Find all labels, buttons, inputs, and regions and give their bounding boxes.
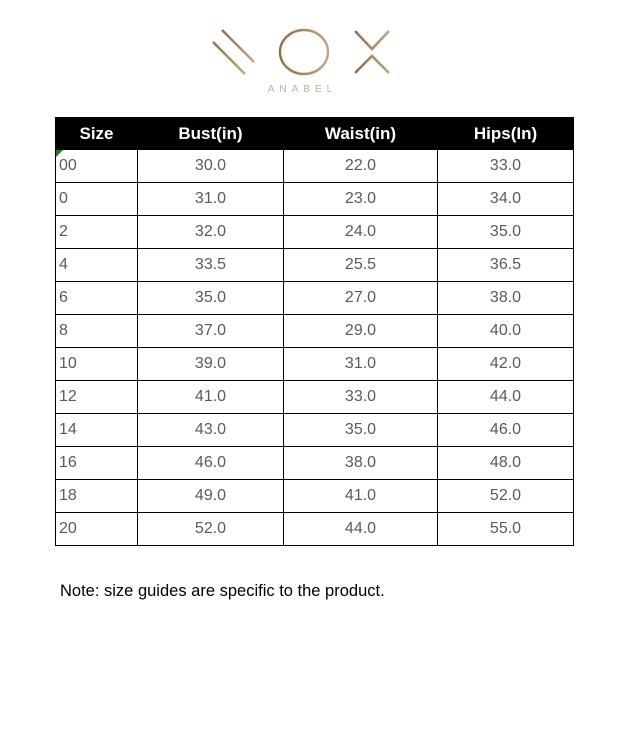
size-chart-table [55,117,574,546]
waist-cell: 24.0 [284,216,438,249]
size-cell: 2 [56,216,138,249]
column-header-waist: Waist(in) [284,118,438,150]
bust-cell: 32.0 [138,216,284,249]
size-cell: 10 [56,348,138,381]
waist-cell: 29.0 [284,315,438,348]
size-value: 00 [59,157,77,174]
table-row [56,315,574,348]
column-header-size: Size [56,118,138,150]
waist-cell: 31.0 [284,348,438,381]
table-row [56,414,574,447]
hips-cell: 44.0 [438,381,574,414]
hips-cell: 40.0 [438,315,574,348]
logo-letter-n-icon [213,30,254,74]
waist-cell: 44.0 [284,513,438,546]
logo-letter-o-icon [280,30,328,74]
size-cell [56,150,138,183]
waist-cell: 38.0 [284,447,438,480]
table-row [56,249,574,282]
waist-cell: 33.0 [284,381,438,414]
table-row [56,513,574,546]
waist-cell: 22.0 [284,150,438,183]
brand-logo-nox-icon [205,28,395,76]
waist-cell: 27.0 [284,282,438,315]
brand-subtitle: ANABEL [267,84,338,95]
size-cell: 0 [56,183,138,216]
waist-cell: 35.0 [284,414,438,447]
size-guide-note: Note: size guides are specific to the product. [60,582,385,600]
bust-cell: 39.0 [138,348,284,381]
size-cell: 20 [56,513,138,546]
size-cell: 14 [56,414,138,447]
size-cell: 16 [56,447,138,480]
bust-cell: 46.0 [138,447,284,480]
waist-cell: 25.5 [284,249,438,282]
waist-cell: 23.0 [284,183,438,216]
hips-cell: 48.0 [438,447,574,480]
hips-cell: 33.0 [438,150,574,183]
table-row [56,348,574,381]
size-cell: 6 [56,282,138,315]
brand-logo [205,28,395,95]
table-row [56,150,574,183]
table-row [56,216,574,249]
table-row [56,480,574,513]
table-row [56,447,574,480]
hips-cell: 35.0 [438,216,574,249]
column-header-bust: Bust(in) [138,118,284,150]
table-row [56,282,574,315]
bust-cell: 33.5 [138,249,284,282]
column-header-hips: Hips(In) [438,118,574,150]
bust-cell: 31.0 [138,183,284,216]
bust-cell: 52.0 [138,513,284,546]
hips-cell: 38.0 [438,282,574,315]
hips-cell: 34.0 [438,183,574,216]
hips-cell: 42.0 [438,348,574,381]
hips-cell: 55.0 [438,513,574,546]
bust-cell: 37.0 [138,315,284,348]
bust-cell: 41.0 [138,381,284,414]
size-cell: 8 [56,315,138,348]
hips-cell: 52.0 [438,480,574,513]
table-row [56,381,574,414]
bust-cell: 30.0 [138,150,284,183]
bust-cell: 35.0 [138,282,284,315]
logo-letter-x-icon [355,31,389,73]
table-row [56,183,574,216]
size-cell: 18 [56,480,138,513]
size-cell: 4 [56,249,138,282]
hips-cell: 46.0 [438,414,574,447]
bust-cell: 43.0 [138,414,284,447]
size-cell: 12 [56,381,138,414]
green-corner-flag-icon [56,150,63,157]
table-header-row [56,118,574,150]
hips-cell: 36.5 [438,249,574,282]
waist-cell: 41.0 [284,480,438,513]
bust-cell: 49.0 [138,480,284,513]
